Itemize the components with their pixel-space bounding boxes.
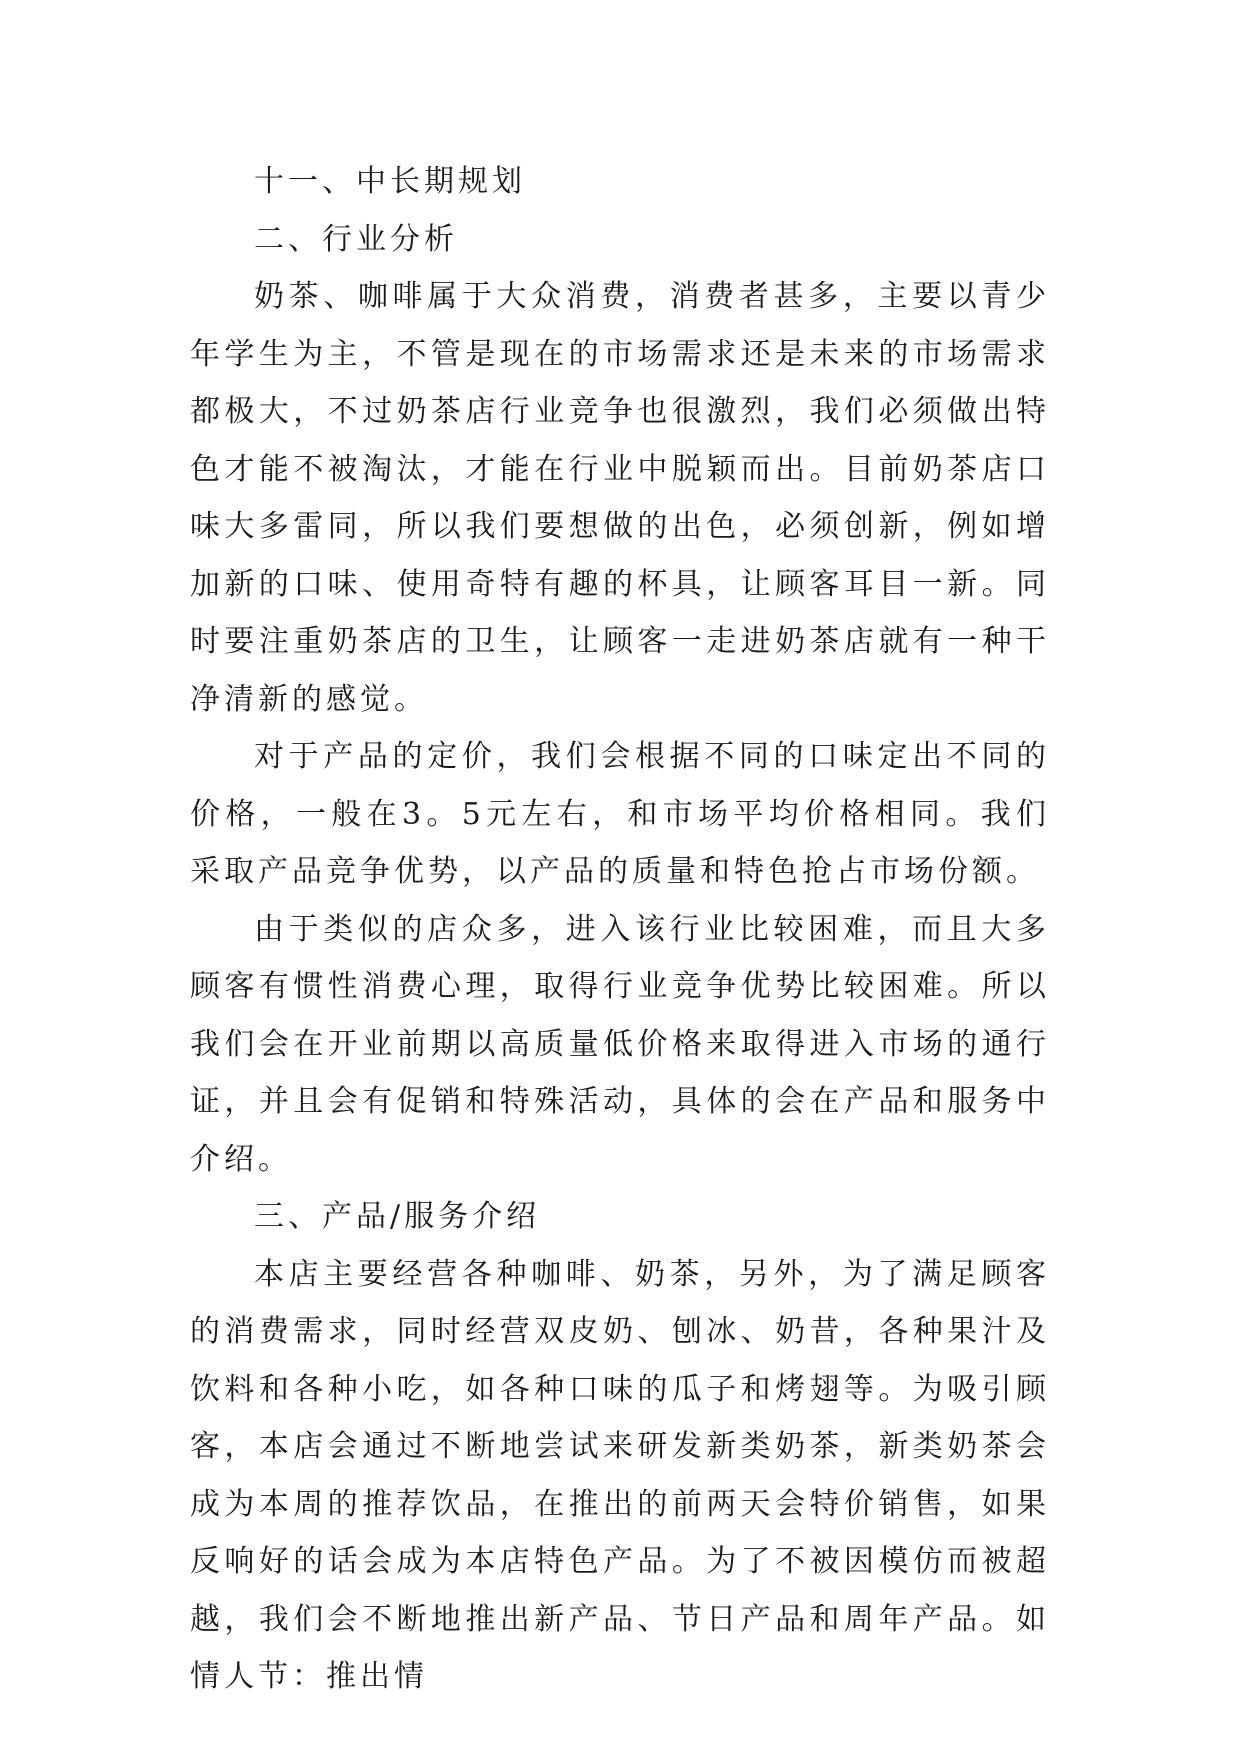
paragraph-market-entry: 由于类似的店众多，进入该行业比较困难，而且大多顾客有惯性消费心理，取得行业竞争优势比较困难。所以我们会在开业前期以高质量低价格来取得进入市场的通行证，并且会有促销和特殊活动，具体的会在产品和服务中介绍。 (190, 911, 1050, 1177)
section-heading-mid-long-term-plan: 十一、中长期规划 (254, 164, 526, 199)
paragraph-pricing: 对于产品的定价，我们会根据不同的口味定出不同的价格，一般在3。5元左右，和市场平均价格相同。我们采取产品竞争优势，以产品的质量和特色抢占市场份额。 (190, 739, 1050, 889)
paragraph-industry-overview: 奶茶、咖啡属于大众消费，消费者甚多，主要以青少年学生为主，不管是现在的市场需求还是未来的市场需求都极大，不过奶茶店行业竞争也很激烈，我们必须做出特色才能不被淘汰，才能在行业中脱颖而出。目前奶茶店口味大多雷同，所以我们要想做的出色，必须创新，例如增加新的口味、使用奇特有趣的杯具，让顾客耳目一新。同时要注重奶茶店的卫生，让顾客一走进奶茶店就有一种干净清新的感觉。 (190, 279, 1050, 717)
section-heading-products-services: 三、产品/服务介绍 (254, 1199, 541, 1234)
document-page (190, 153, 1050, 1706)
paragraph-products: 本店主要经营各种咖啡、奶茶，另外，为了满足顾客的消费需求，同时经营双皮奶、刨冰、奶昔，各种果汁及饮料和各种小吃，如各种口味的瓜子和烤翅等。为吸引顾客，本店会通过不断地尝试来研发新类奶茶，新类奶茶会成为本周的推荐饮品，在推出的前两天会特价销售，如果反响好的话会成为本店特色产品。为了不被因模仿而被超越，我们会不断地推出新产品、节日产品和周年产品。如情人节：推出情 (190, 1256, 1050, 1694)
section-heading-industry-analysis: 二、行业分析 (254, 221, 458, 257)
